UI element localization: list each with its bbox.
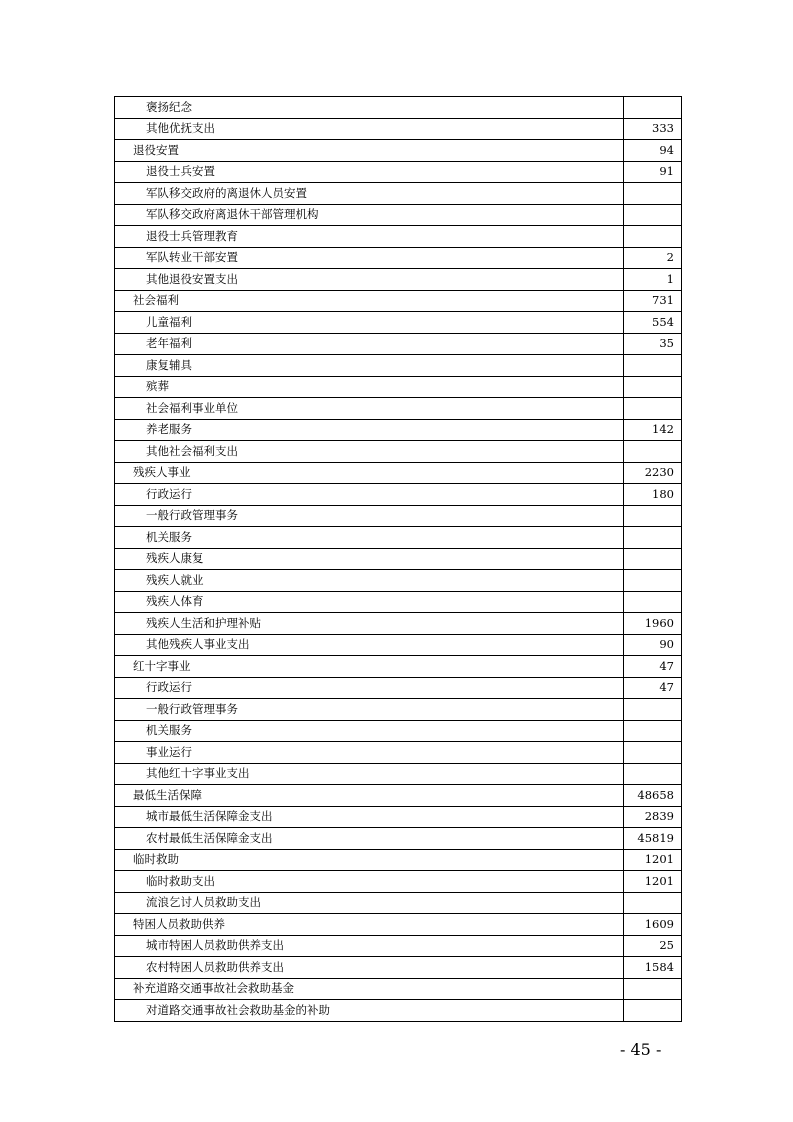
row-item-value [624, 355, 682, 377]
row-item-name: 军队移交政府离退休干部管理机构 [115, 204, 624, 226]
row-item-name: 行政运行 [115, 484, 624, 506]
row-item-value [624, 97, 682, 119]
row-item-name: 一般行政管理事务 [115, 505, 624, 527]
row-item-name: 对道路交通事故社会救助基金的补助 [115, 1000, 624, 1022]
row-item-value [624, 699, 682, 721]
row-item-value: 2230 [624, 462, 682, 484]
row-item-name: 残疾人生活和护理补贴 [115, 613, 624, 635]
row-item-name: 红十字事业 [115, 656, 624, 678]
row-item-name: 军队转业干部安置 [115, 247, 624, 269]
row-item-name: 最低生活保障 [115, 785, 624, 807]
table-row [115, 312, 682, 334]
row-item-name: 退役安置 [115, 140, 624, 162]
row-item-value: 2839 [624, 806, 682, 828]
table-row [115, 978, 682, 1000]
page-number: - 45 - [620, 1040, 662, 1059]
row-item-value [624, 376, 682, 398]
row-item-name: 其他红十字事业支出 [115, 763, 624, 785]
row-item-value: 91 [624, 161, 682, 183]
row-item-value: 45819 [624, 828, 682, 850]
row-item-value: 554 [624, 312, 682, 334]
row-item-name: 康复辅具 [115, 355, 624, 377]
row-item-name: 其他残疾人事业支出 [115, 634, 624, 656]
row-item-name: 褒扬纪念 [115, 97, 624, 119]
row-item-name: 残疾人康复 [115, 548, 624, 570]
row-item-value [624, 742, 682, 764]
row-item-value: 180 [624, 484, 682, 506]
row-item-value: 731 [624, 290, 682, 312]
table-row [115, 505, 682, 527]
table-row [115, 97, 682, 119]
table-row [115, 806, 682, 828]
table-row [115, 1000, 682, 1022]
row-item-name: 社会福利 [115, 290, 624, 312]
row-item-name: 事业运行 [115, 742, 624, 764]
table-row [115, 892, 682, 914]
row-item-value: 90 [624, 634, 682, 656]
row-item-name: 社会福利事业单位 [115, 398, 624, 420]
table-row [115, 591, 682, 613]
row-item-name: 殡葬 [115, 376, 624, 398]
table-row [115, 634, 682, 656]
row-item-name: 军队移交政府的离退休人员安置 [115, 183, 624, 205]
table-row [115, 548, 682, 570]
table-row [115, 849, 682, 871]
row-item-value [624, 527, 682, 549]
row-item-name: 其他社会福利支出 [115, 441, 624, 463]
row-item-name: 残疾人体育 [115, 591, 624, 613]
row-item-value [624, 892, 682, 914]
table-row [115, 570, 682, 592]
table-row [115, 204, 682, 226]
row-item-value [624, 763, 682, 785]
table-row [115, 398, 682, 420]
table-row [115, 333, 682, 355]
row-item-value: 1609 [624, 914, 682, 936]
row-item-value: 1201 [624, 849, 682, 871]
row-item-value [624, 204, 682, 226]
table-row [115, 914, 682, 936]
row-item-name: 流浪乞讨人员救助支出 [115, 892, 624, 914]
table-row [115, 957, 682, 979]
table-row [115, 677, 682, 699]
table-row [115, 161, 682, 183]
row-item-name: 农村最低生活保障金支出 [115, 828, 624, 850]
row-item-name: 城市特困人员救助供养支出 [115, 935, 624, 957]
row-item-name: 退役士兵安置 [115, 161, 624, 183]
row-item-name: 儿童福利 [115, 312, 624, 334]
row-item-value: 1960 [624, 613, 682, 635]
table-row [115, 269, 682, 291]
table-row [115, 183, 682, 205]
row-item-name: 老年福利 [115, 333, 624, 355]
row-item-name: 其他退役安置支出 [115, 269, 624, 291]
row-item-value: 1 [624, 269, 682, 291]
table-row [115, 484, 682, 506]
row-item-value: 47 [624, 656, 682, 678]
row-item-value [624, 978, 682, 1000]
row-item-name: 特困人员救助供养 [115, 914, 624, 936]
row-item-name: 城市最低生活保障金支出 [115, 806, 624, 828]
row-item-name: 行政运行 [115, 677, 624, 699]
row-item-name: 退役士兵管理教育 [115, 226, 624, 248]
row-item-value [624, 720, 682, 742]
table-row [115, 527, 682, 549]
table-row [115, 355, 682, 377]
table-row [115, 935, 682, 957]
row-item-value [624, 570, 682, 592]
row-item-value: 94 [624, 140, 682, 162]
row-item-name: 机关服务 [115, 527, 624, 549]
table-row [115, 656, 682, 678]
table-row [115, 226, 682, 248]
row-item-value: 1584 [624, 957, 682, 979]
row-item-value [624, 441, 682, 463]
row-item-name: 临时救助支出 [115, 871, 624, 893]
row-item-value: 142 [624, 419, 682, 441]
table-row [115, 441, 682, 463]
row-item-value [624, 505, 682, 527]
table-row [115, 290, 682, 312]
table-row [115, 140, 682, 162]
table-row [115, 118, 682, 140]
table-row [115, 785, 682, 807]
row-item-name: 养老服务 [115, 419, 624, 441]
row-item-value [624, 226, 682, 248]
row-item-name: 一般行政管理事务 [115, 699, 624, 721]
row-item-name: 农村特困人员救助供养支出 [115, 957, 624, 979]
row-item-value: 25 [624, 935, 682, 957]
table-row [115, 720, 682, 742]
row-item-name: 其他优抚支出 [115, 118, 624, 140]
table-row [115, 763, 682, 785]
row-item-name: 补充道路交通事故社会救助基金 [115, 978, 624, 1000]
table-row [115, 462, 682, 484]
table-row [115, 871, 682, 893]
row-item-name: 残疾人就业 [115, 570, 624, 592]
table-row [115, 742, 682, 764]
budget-table [114, 96, 682, 1022]
row-item-value [624, 398, 682, 420]
row-item-name: 机关服务 [115, 720, 624, 742]
row-item-value: 1201 [624, 871, 682, 893]
row-item-value: 47 [624, 677, 682, 699]
row-item-value: 2 [624, 247, 682, 269]
table-row [115, 419, 682, 441]
row-item-name: 残疾人事业 [115, 462, 624, 484]
row-item-value: 48658 [624, 785, 682, 807]
row-item-value: 35 [624, 333, 682, 355]
table-row [115, 247, 682, 269]
row-item-value [624, 1000, 682, 1022]
row-item-name: 临时救助 [115, 849, 624, 871]
table-row [115, 613, 682, 635]
row-item-value [624, 591, 682, 613]
budget-table-body [115, 97, 682, 1022]
table-row [115, 828, 682, 850]
row-item-value [624, 183, 682, 205]
table-row [115, 699, 682, 721]
table-row [115, 376, 682, 398]
row-item-value: 333 [624, 118, 682, 140]
row-item-value [624, 548, 682, 570]
